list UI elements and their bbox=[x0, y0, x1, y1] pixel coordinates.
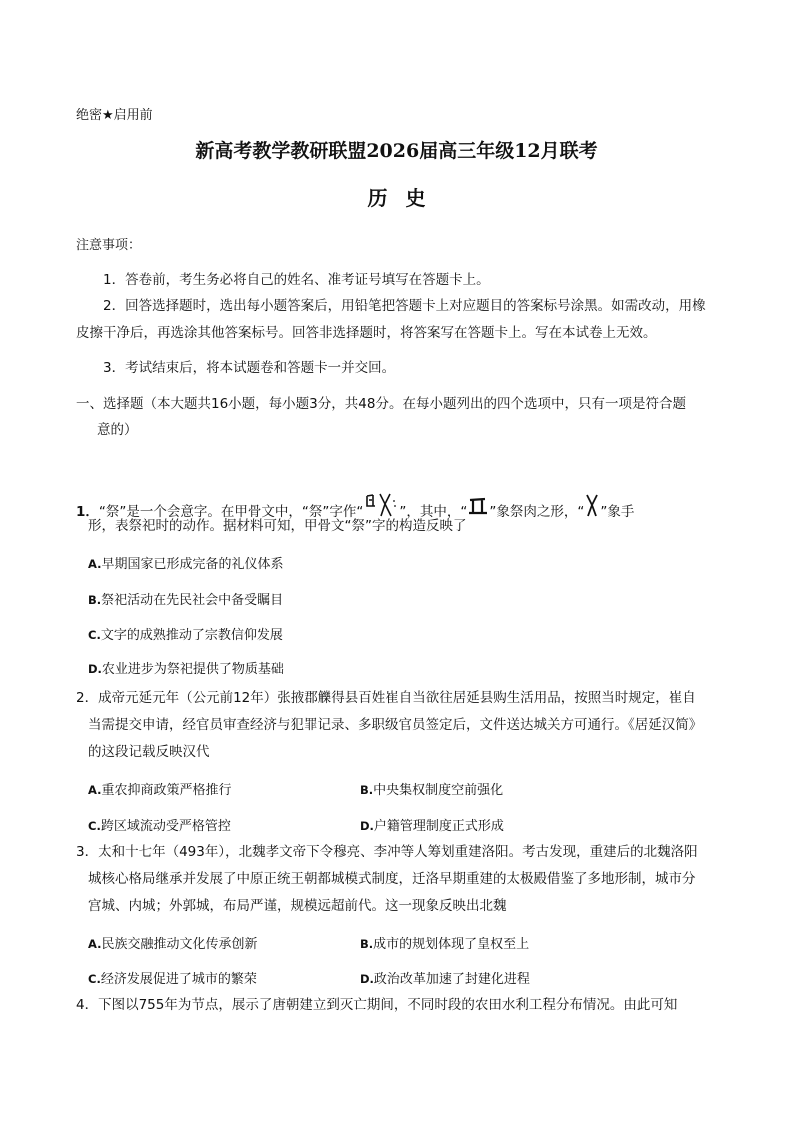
q1-option-d[interactable]: D.农业进步为祭祀提供了物质基础 bbox=[88, 662, 284, 677]
q2-option-a[interactable]: A.重农抑商政策严格推行 bbox=[88, 783, 232, 798]
question-1-line-2: 形，表祭祀时的动作。据材料可知，甲骨文“祭”字的构造反映了 bbox=[88, 518, 467, 534]
q2-option-b[interactable]: B.中央集权制度空前强化 bbox=[360, 783, 504, 798]
question-4-line-1: 4．下图以755年为节点，展示了唐朝建立到灭亡期间，不同时段的农田水利工程分布情况。由此可知 bbox=[76, 997, 678, 1013]
q3-option-d[interactable]: D.政治改革加速了封建化进程 bbox=[360, 972, 530, 987]
exam-title: 新高考教学教研联盟2026届高三年级12月联考 bbox=[195, 140, 598, 162]
notice-heading: 注意事项： bbox=[76, 238, 142, 253]
notice-item-1: 1．答卷前，考生务必将自己的姓名、准考证号填写在答题卡上。 bbox=[103, 272, 490, 288]
secret-mark: 绝密★启用前 bbox=[76, 108, 153, 123]
jiaguwen-hand-icon bbox=[584, 494, 600, 518]
notice-item-3: 3．考试结束后，将本试题卷和答题卡一并交回。 bbox=[103, 360, 396, 376]
question-3-line-3: 宫城、内城；外郭城，布局严谨，规模远超前代。这一现象反映出北魏 bbox=[88, 898, 507, 914]
question-number: 1． bbox=[76, 504, 99, 520]
question-text: ”象手 bbox=[600, 504, 635, 520]
notice-item-2-cont: 皮擦干净后，再选涂其他答案标号。回答非选择题时，将答案写在答题卡上。写在本试卷上无效。 bbox=[76, 325, 657, 341]
q1-option-b[interactable]: B.祭祀活动在先民社会中备受瞩目 bbox=[88, 593, 284, 608]
q1-option-a[interactable]: A.早期国家已形成完备的礼仪体系 bbox=[88, 557, 284, 572]
q1-option-c[interactable]: C.文字的成熟推动了宗教信仰发展 bbox=[88, 628, 283, 643]
q3-option-b[interactable]: B.成市的规划体现了皇权至上 bbox=[360, 937, 530, 952]
question-2-line-1: 2．成帝元延元年（公元前12年）张掖郡觻得县百姓崔自当欲往居延县购生活用品，按照当时规定，崔自 bbox=[76, 690, 696, 706]
question-3-line-1: 3．太和十七年（493年），北魏孝文帝下令穆亮、李冲等人筹划重建洛阳。考古发现，重建后的北魏洛阳 bbox=[76, 844, 698, 860]
q2-option-d[interactable]: D.户籍管理制度正式形成 bbox=[360, 819, 504, 834]
question-text: ”象祭肉之形，“ bbox=[489, 504, 585, 520]
q3-option-a[interactable]: A.民族交融推动文化传承创新 bbox=[88, 937, 258, 952]
jiaguwen-ji-icon bbox=[363, 492, 399, 518]
notice-item-2: 2．回答选择题时，选出每小题答案后，用铅笔把答题卡上对应题目的答案标号涂黑。如需改动，用橡 bbox=[103, 298, 706, 314]
q3-option-c[interactable]: C.经济发展促进了城市的繁荣 bbox=[88, 972, 257, 987]
question-2-line-2: 当需提交申请，经官员审查经济与犯罪记录、多职级官员签定后，文件送达城关方可通行。《居延汉简》 bbox=[88, 717, 703, 733]
question-3-line-2: 城核心格局继承并发展了中原正统王朝都城模式制度，迁洛早期重建的太极殿借鉴了多地形制，城市分 bbox=[88, 871, 696, 887]
question-text: “祭”是一个会意字。在甲骨文中，“祭”字作“ bbox=[98, 504, 364, 520]
question-2-line-3: 的这段记载反映汉代 bbox=[88, 744, 210, 760]
section-heading-cont: 意的） bbox=[97, 422, 138, 438]
jiaguwen-meat-icon bbox=[467, 496, 489, 518]
q2-option-c[interactable]: C.跨区域流动受严格管控 bbox=[88, 819, 231, 834]
section-heading: 一、选择题（本大题共16小题，每小题3分，共48分。在每小题列出的四个选项中，只有一项是符合题 bbox=[76, 396, 686, 412]
question-text: ”，其中，“ bbox=[399, 504, 468, 520]
subject-title: 历史 bbox=[367, 186, 444, 210]
